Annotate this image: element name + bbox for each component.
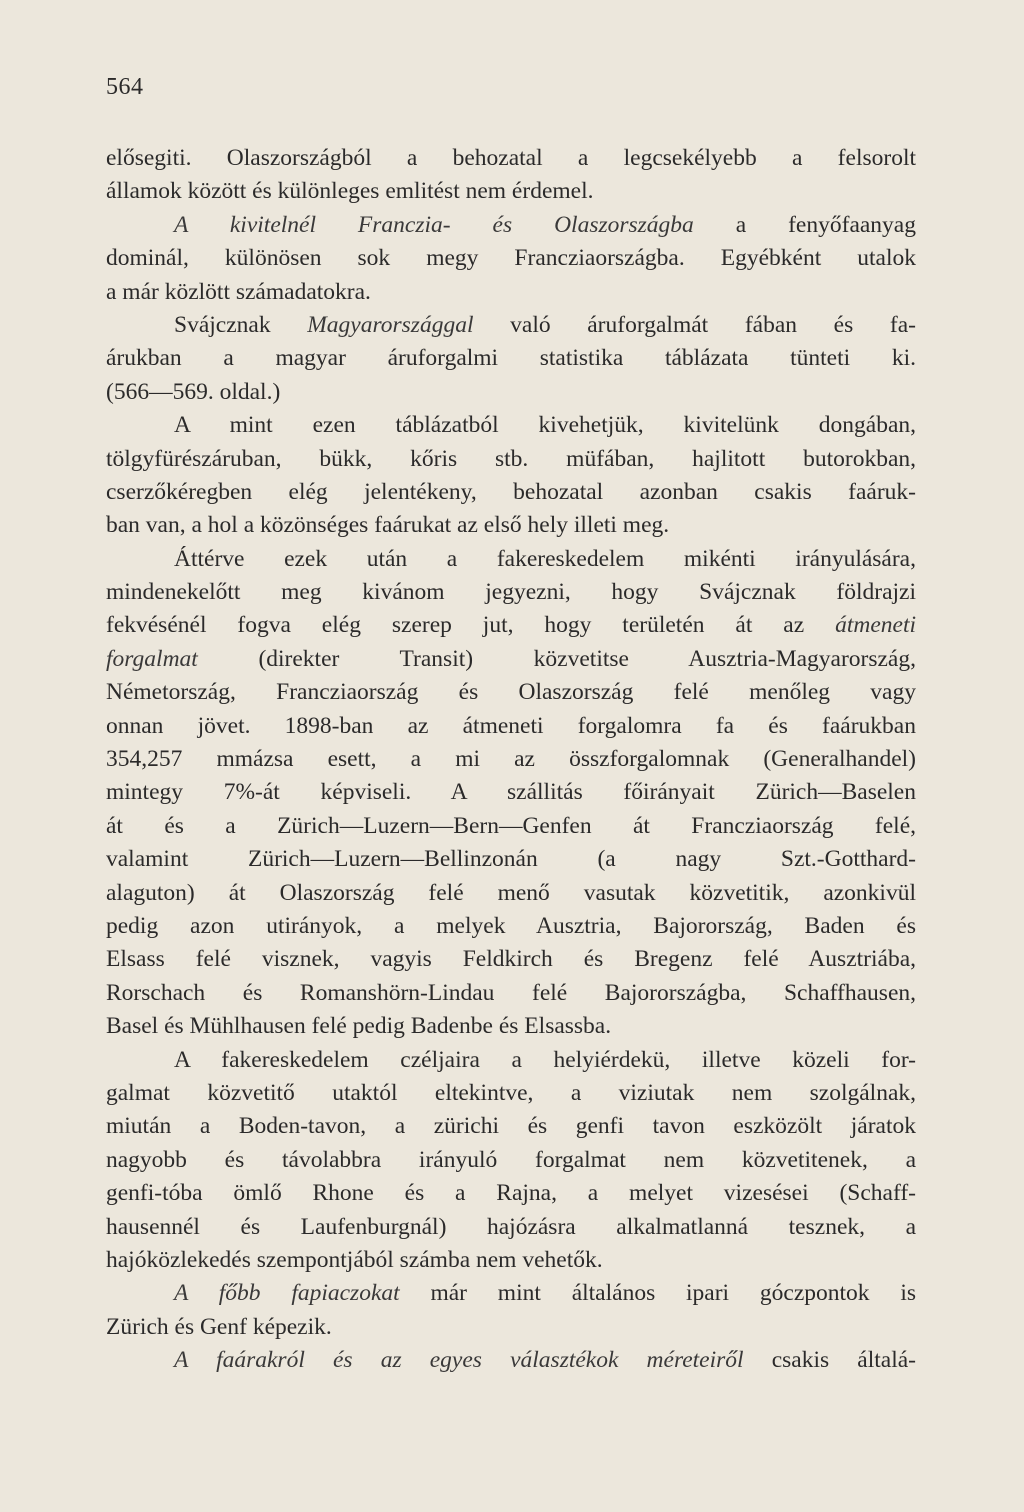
text-line <box>106 509 916 542</box>
text-line <box>106 1144 916 1177</box>
italic-text: átmeneti <box>835 612 916 639</box>
text-line <box>106 743 916 776</box>
text-line <box>106 810 916 843</box>
text-line <box>106 1277 916 1310</box>
text-segment: Svájcznak <box>174 311 308 338</box>
text-segment: csakis általá- <box>743 1347 916 1374</box>
text-segment: mindenekelőtt meg kivánom jegyezni, hogy Svájcznak földrajzi <box>106 579 916 606</box>
text-segment: Zürich és Genf képezik. <box>106 1313 332 1340</box>
text-segment: A mint ezen táblázatból kivehetjük, kivitelünk dongában, <box>174 412 916 439</box>
text-line <box>106 543 916 576</box>
text-segment: hajóközlekedés szempontjából számba nem vehetők. <box>106 1246 603 1273</box>
text-line <box>106 1077 916 1110</box>
text-segment: cserzőkéregben elég jelentékeny, behozatal azonban csakis faáruk- <box>106 478 916 505</box>
text-line <box>106 1211 916 1244</box>
text-segment: Elsass felé visznek, vagyis Feldkirch és Bregenz felé Ausztriába, <box>106 946 916 973</box>
text-segment: mintegy 7%-át képviseli. A szállitás főirányait Zürich—Baselen <box>106 779 916 806</box>
text-segment: dominál, különösen sok megy Francziaországba. Egyébként utalok <box>106 245 916 272</box>
text-line <box>106 1177 916 1210</box>
text-segment: alaguton) át Olaszország felé menő vasutak közvetitik, azonkivül <box>106 879 916 906</box>
text-segment: (566—569. oldal.) <box>106 378 281 405</box>
text-segment: tölgyfürészáruban, bükk, kőris stb. müfában, hajlitott butorokban, <box>106 445 916 472</box>
text-line <box>106 1244 916 1277</box>
body-text <box>106 142 916 1377</box>
italic-text: A <box>174 211 230 238</box>
text-line <box>106 877 916 910</box>
text-line <box>106 175 916 208</box>
text-segment: nagyobb és távolabbra irányuló forgalmat nem közvetitenek, a <box>106 1146 916 1173</box>
text-segment: galmat közvetitő utaktól eltekintve, a viziutak nem szolgálnak, <box>106 1079 916 1106</box>
text-segment: pedig azon utirányok, a melyek Ausztria, Bajorország, Baden és <box>106 912 916 939</box>
text-line <box>106 1010 916 1043</box>
text-segment: árukban a magyar áruforgalmi statistika táblázata tünteti ki. <box>106 345 916 372</box>
text-line <box>106 910 916 943</box>
text-segment: Németország, Francziaország és Olaszország felé menőleg vagy <box>106 679 916 706</box>
text-line <box>106 443 916 476</box>
text-line <box>106 977 916 1010</box>
page-number: 564 <box>106 74 144 100</box>
text-segment: elősegiti. Olaszországból a behozatal a legcsekélyebb a felsorolt <box>106 145 916 171</box>
text-line <box>106 1344 916 1377</box>
italic-text: A <box>174 1347 217 1374</box>
text-line <box>106 242 916 275</box>
text-line <box>106 1110 916 1143</box>
text-segment: Basel és Mühlhausen felé pedig Badenbe és Elsassba. <box>106 1013 612 1040</box>
text-line <box>106 576 916 609</box>
text-segment: fekvésénél fogva elég szerep jut, hogy területén át az <box>106 612 836 639</box>
text-segment: miután a Boden-tavon, a zürichi és genfi tavon eszközölt járatok <box>106 1113 916 1140</box>
text-segment: 354,257 mmázsa esett, a mi az összforgalomnak (Generalhandel) <box>106 746 916 773</box>
text-segment: Áttérve ezek után a fakereskedelem mikénti irányulására, <box>174 545 916 572</box>
text-line <box>106 676 916 709</box>
text-segment: már mint általános ipari góczpontok is <box>399 1280 917 1307</box>
italic-text: főbb fapiaczokat <box>218 1280 400 1307</box>
text-segment: onnan jövet. 1898-ban az átmeneti forgalomra fa és faárukban <box>106 712 916 739</box>
text-line <box>106 843 916 876</box>
text-line <box>106 1311 916 1344</box>
text-segment: (direkter Transit) közvetitse Ausztria-Magyarország, <box>197 645 916 672</box>
text-segment: Rorschach és Romanshörn-Lindau felé Bajorországba, Schaffhausen, <box>106 979 916 1006</box>
text-line <box>106 476 916 509</box>
italic-text: faárakról és az egyes választékok méreteiről <box>216 1347 744 1374</box>
text-segment: való áruforgalmát fában és fa- <box>473 311 916 338</box>
text-line <box>106 409 916 442</box>
text-segment: ban van, a hol a közönséges faárukat az első hely illeti meg. <box>106 512 670 539</box>
text-segment: valamint Zürich—Luzern—Bellinzonán (a nagy Szt.-Gotthard- <box>106 846 916 873</box>
text-line <box>106 776 916 809</box>
text-line <box>106 142 916 175</box>
italic-text: kivitelnél Franczia- és Olaszországba <box>229 211 694 238</box>
text-line <box>106 943 916 976</box>
text-segment: a már közlött számadatokra. <box>106 278 371 305</box>
text-line <box>106 309 916 342</box>
text-line <box>106 209 916 242</box>
text-line <box>106 376 916 409</box>
text-segment: hausennél és Laufenburgnál) hajózásra alkalmatlanná tesznek, a <box>106 1213 916 1240</box>
text-line <box>106 643 916 676</box>
text-line <box>106 609 916 642</box>
italic-text: Magyarországgal <box>307 311 474 338</box>
text-segment: át és a Zürich—Luzern—Bern—Genfen át Francziaország felé, <box>106 812 916 839</box>
text-segment: A fakereskedelem czéljaira a helyiérdekü, illetve közeli for- <box>174 1046 916 1073</box>
text-line <box>106 342 916 375</box>
text-segment: genfi-tóba ömlő Rhone és a Rajna, a melyet vizesései (Schaff- <box>106 1180 916 1207</box>
text-segment: államok között és különleges emlitést nem érdemel. <box>106 178 594 205</box>
text-line <box>106 1044 916 1077</box>
text-line <box>106 710 916 743</box>
text-line <box>106 276 916 309</box>
italic-text: forgalmat <box>106 645 198 672</box>
italic-text: A <box>174 1280 219 1307</box>
text-segment: a fenyőfaanyag <box>693 211 916 238</box>
